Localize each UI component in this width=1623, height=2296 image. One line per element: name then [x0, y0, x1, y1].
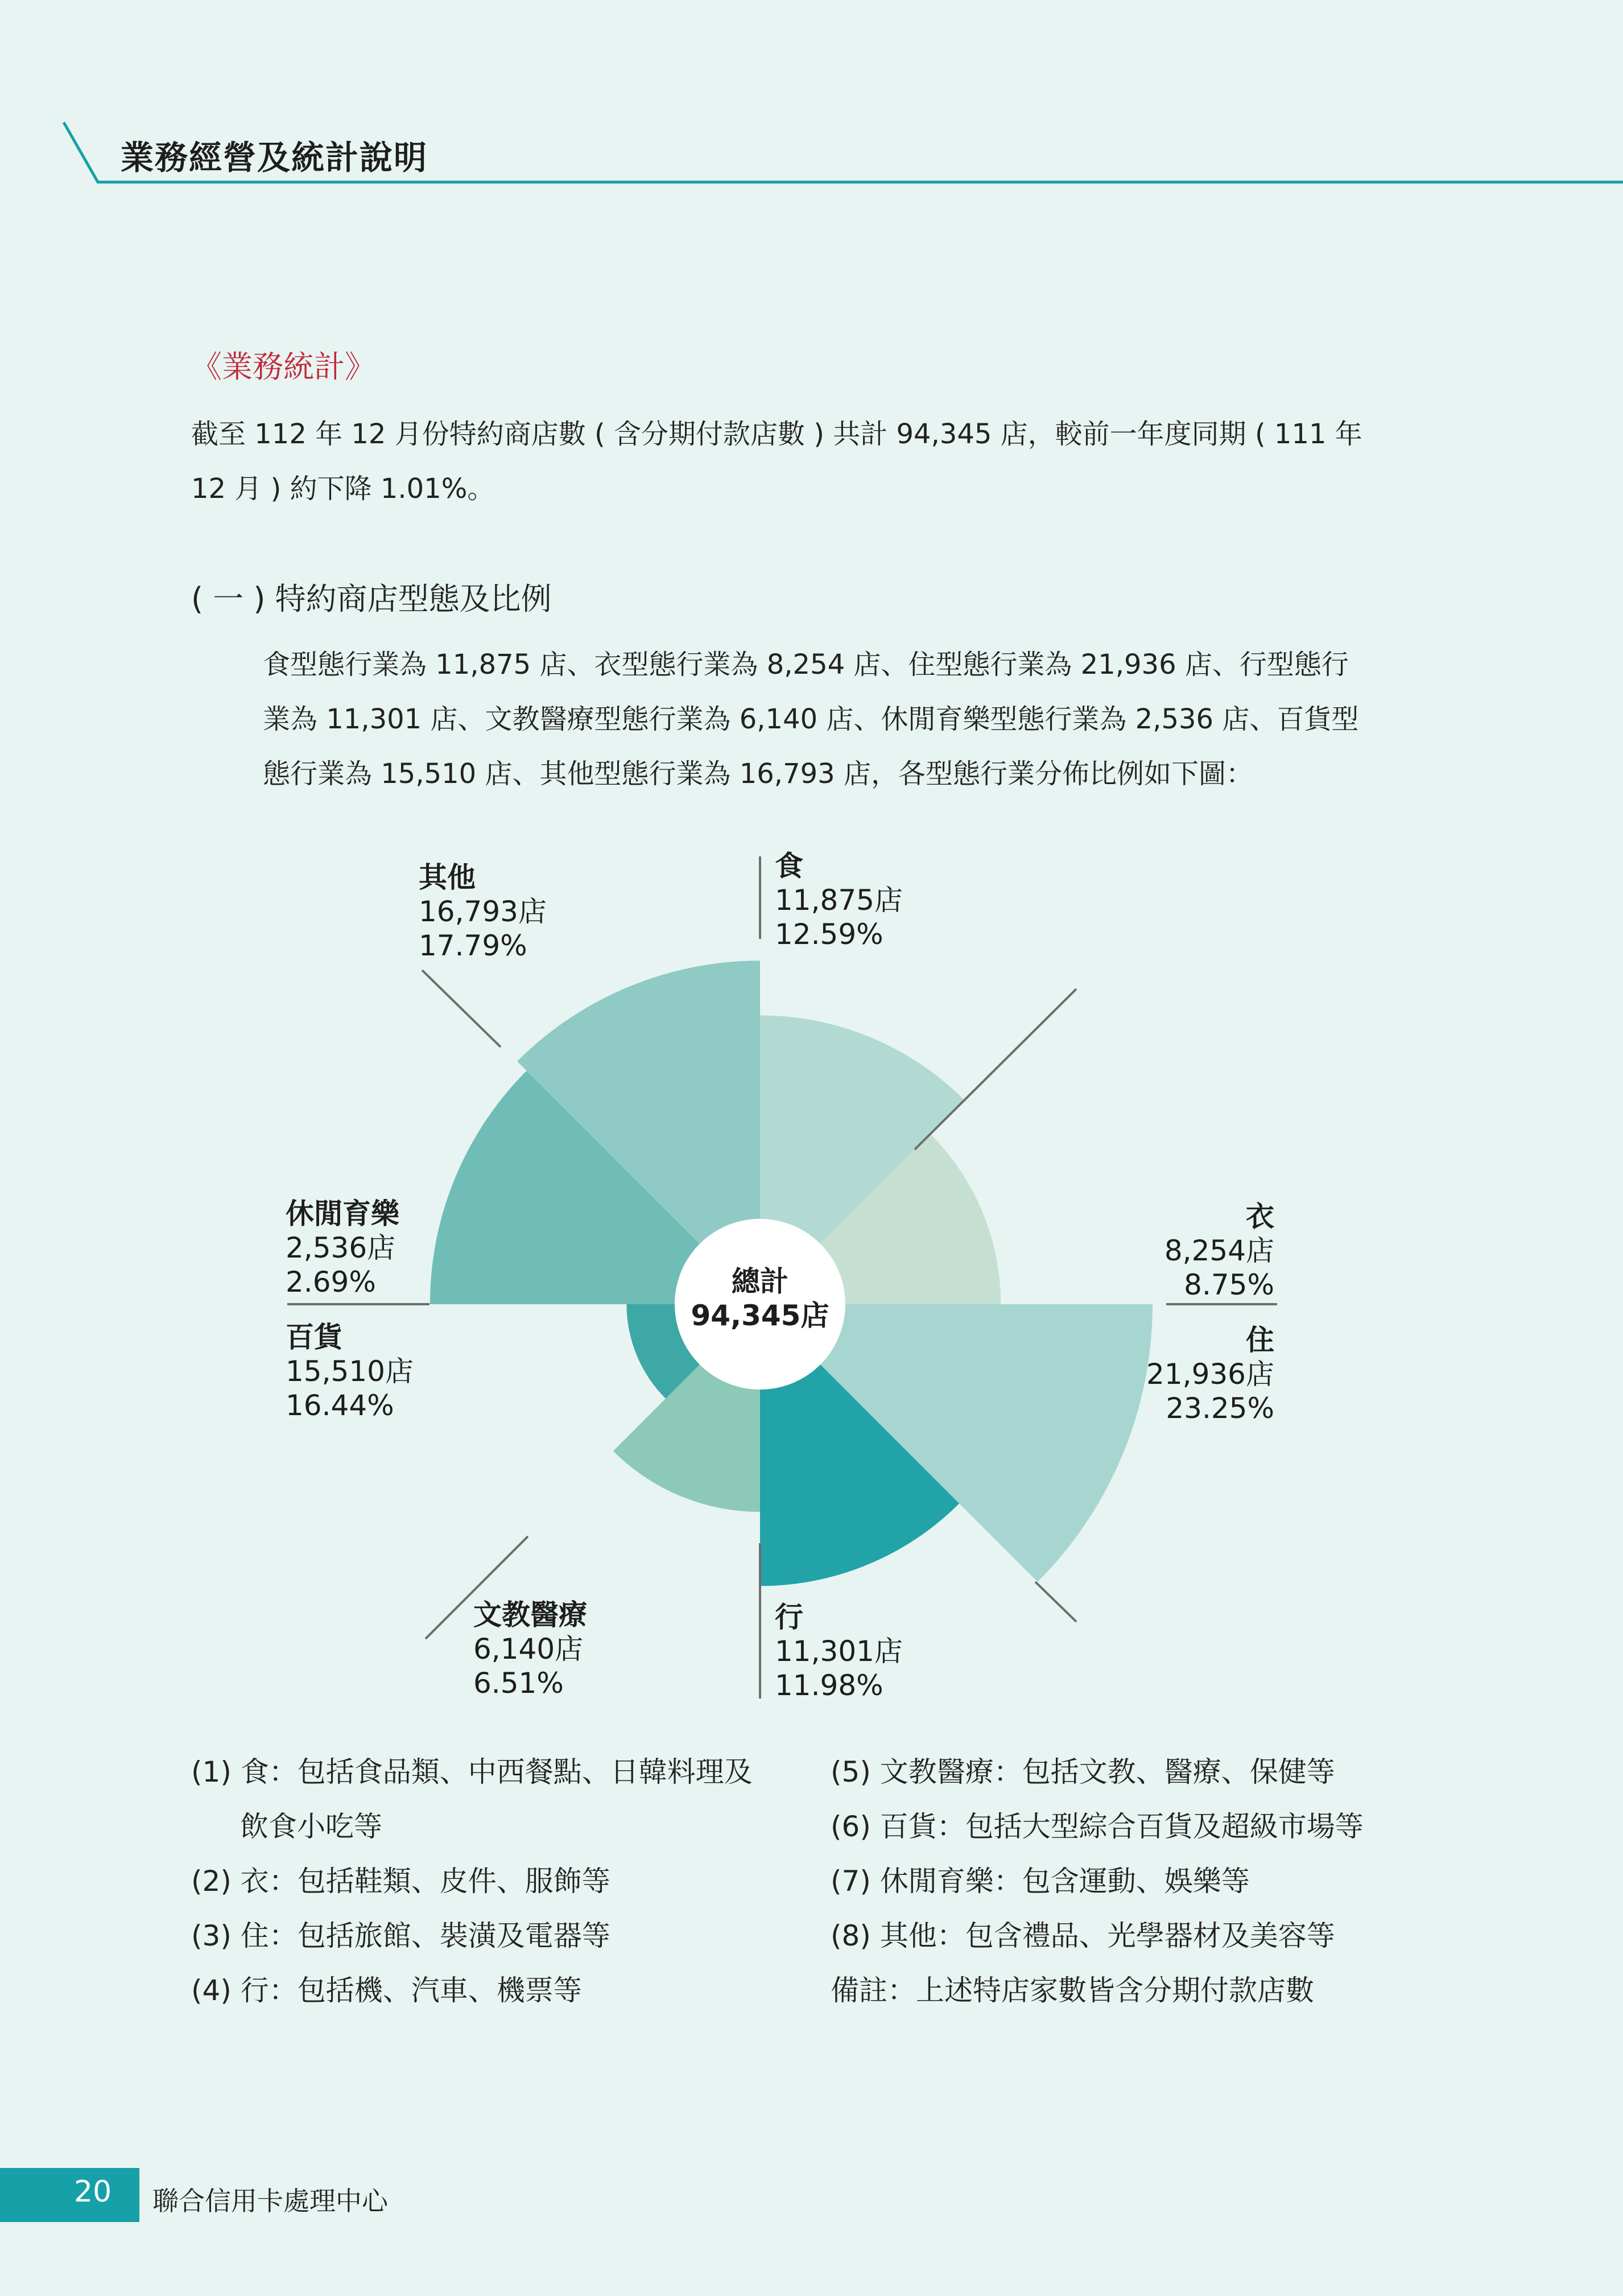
footer-page-box: [0, 2168, 139, 2222]
note-5: (5) 文教醫療：包括文教、醫療、保健等: [831, 1755, 1335, 1788]
label-other: 其他 16,793店 17.79%: [419, 861, 547, 962]
label-transport: 行 11,301店 11.98%: [775, 1601, 903, 1702]
sub-line-1: 食型態行業為 11,875 店、衣型態行業為 8,254 店、住型態行業為 21,936 店、行型態行: [263, 649, 1349, 681]
label-department-store: 百貨 15,510店 16.44%: [286, 1321, 414, 1422]
note-remark: 備註：上述特店家數皆含分期付款店數: [831, 1974, 1314, 2007]
total-value: 94,345店: [691, 1299, 829, 1332]
label-education-medical: 文教醫療 6,140店 6.51%: [473, 1598, 587, 1700]
note-6: (6) 百貨：包括大型綜合百貨及超級市場等: [831, 1810, 1364, 1843]
label-housing: 住 21,936店 23.25%: [1146, 1324, 1274, 1425]
page-number: 20: [74, 2175, 112, 2209]
leader-line-other: [422, 970, 501, 1047]
note-7: (7) 休閒育樂：包含運動、娛樂等: [831, 1865, 1250, 1898]
subsection-title: ( 一 ) 特約商店型態及比例: [191, 581, 552, 617]
note-2: (2) 衣：包括鞋類、皮件、服飾等: [191, 1865, 610, 1898]
note-4: (4) 行：包括機、汽車、機票等: [191, 1974, 582, 2007]
section-title: 《業務統計》: [191, 349, 375, 385]
chart-total: [646, 1264, 874, 1333]
notes-right: [831, 1745, 1513, 2018]
label-clothing: 衣 8,254店 8.75%: [1164, 1200, 1274, 1301]
intro-line-1: 截至 112 年 12 月份特約商店數 ( 含分期付款店數 ) 共計 94,345 店，較前一年度同期 ( 111 年: [191, 418, 1362, 450]
label-food: 食 11,875店 12.59%: [775, 850, 903, 951]
note-3: (3) 住：包括旅館、裝潢及電器等: [191, 1919, 610, 1952]
notes-left: [191, 1745, 817, 2018]
footer-organization: 聯合信用卡處理中心: [152, 2186, 388, 2216]
total-label: 總計: [732, 1265, 788, 1298]
note-1: (1) 食：包括食品類、中西餐點、日韓料理及: [191, 1755, 753, 1788]
leader-line-clothing: [915, 989, 1076, 1149]
note-8: (8) 其他：包含禮品、光學器材及美容等: [831, 1919, 1335, 1952]
leader-line-transport: [1035, 1582, 1076, 1622]
label-leisure: 休閒育樂 2,536店 2.69%: [286, 1197, 399, 1299]
page-header-title: 業務經營及統計說明: [121, 138, 428, 177]
sub-line-2: 業為 11,301 店、文教醫療型態行業為 6,140 店、休閒育樂型態行業為 2,536 店、百貨型: [263, 703, 1359, 735]
sub-line-3: 態行業為 15,510 店、其他型態行業為 16,793 店，各型態行業分佈比例如下圖：: [263, 758, 1253, 790]
note-1-cont: 飲食小吃等: [240, 1810, 382, 1843]
intro-line-2: 12 月 ) 約下降 1.01%。: [191, 473, 495, 505]
